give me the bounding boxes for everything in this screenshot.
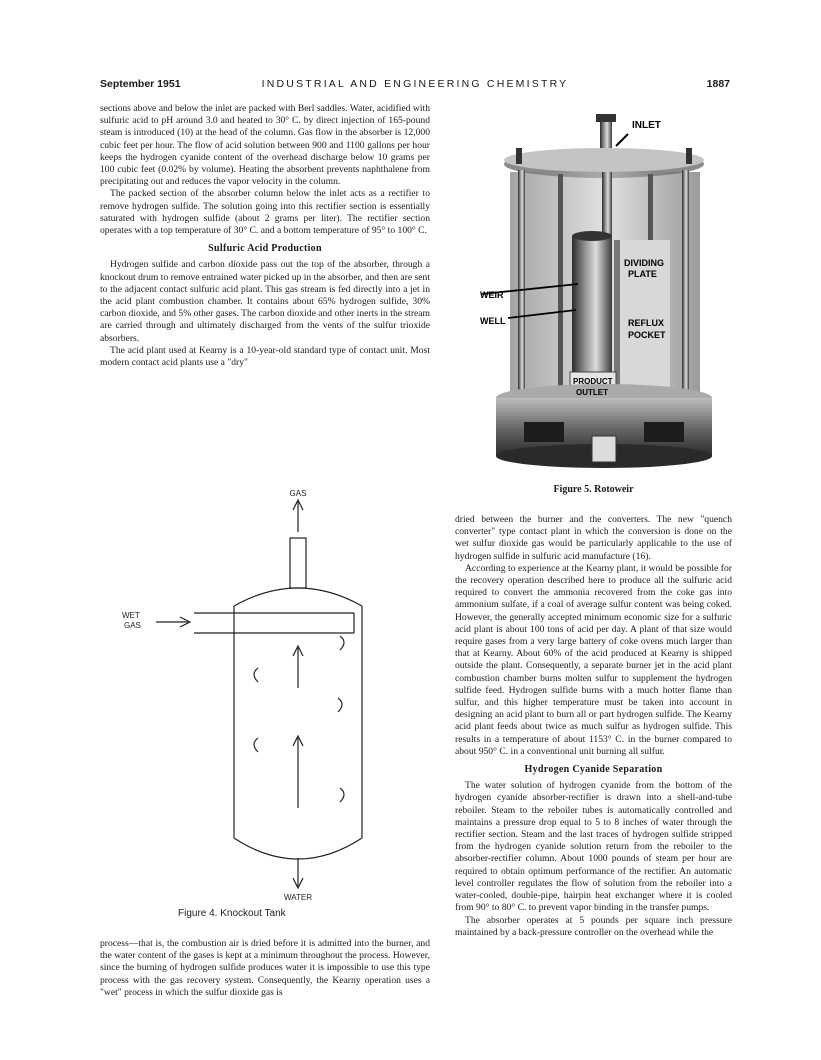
running-header xyxy=(100,78,730,94)
paragraph: The absorber operates at 5 pounds per square inch pressure maintained by a back-pressure controller on the overhead while the xyxy=(455,914,732,938)
issue-date: September 1951 xyxy=(100,78,181,90)
label-gas: GAS xyxy=(289,489,307,498)
left-column-bottom xyxy=(100,938,430,999)
label-pocket: POCKET xyxy=(628,330,666,340)
figure-5-caption: Figure 5. Rotoweir xyxy=(553,484,634,495)
label-water: WATER xyxy=(284,893,312,902)
label-outlet: OUTLET xyxy=(576,388,608,397)
label-wet-gas: GAS xyxy=(124,621,141,630)
left-column-top xyxy=(100,103,430,369)
right-column xyxy=(455,514,732,939)
paragraph: The water solution of hydrogen cyanide from the bottom of the hydrogen cyanide absorber-rectifier is drawn into a shell-and-tube reboiler. Steam to the reboiler tubes is automatically controlled and maintains a pressure drop equal to 5 to 8 inches of water through the rectifier section. Steam and the last traces of hydrogen sulfide stripped from the hydrogen cyanide solution return from the reboiler to the absorber-rectifier column. About 1000 pounds of steam per hour are required to obtain optimum performance of the rectifier. An automatic level controller regulates the flow of solution from the reboiler into a water-cooled, double-pipe, hairpin heat exchanger where it is cooled from 90° to 80° C. to prevent vapor binding in the transfer pumps. xyxy=(455,780,732,914)
paragraph: sections above and below the inlet are packed with Berl saddles. Water, acidified with sulfuric acid to pH around 3.0 and heated to 30° C. by direct injection of 165-pound steam is introduced (10) at the head of the column. Gas flow in the absorber is 12,000 cubic feet per hour. The flow of acid solution between 900 and 1100 gallons per hour keeps the hydrogen cyanide content of the overhead discharge below 10 grams per 100 cubic feet (0.02% by volume). Heating the absorbent prevents naphthalene from precipitating out and reduces the vapor velocity in the column. xyxy=(100,103,430,188)
paragraph: Hydrogen sulfide and carbon dioxide pass out the top of the absorber, through a knockout drum to remove entrained water picked up in the absorber, and then are sent to the adjacent contact sulfuric acid plant. This gas stream is fed directly into a jet in the acid plant combustion chamber. It contains about 65% hydrogen sulfide, 30% carbon dioxide, and 5% other gases. The carbon dioxide and other inerts in the stream are carried through and ultimately discharged from the vents of the sulfur trioxide absorbers. xyxy=(100,259,430,344)
section-heading-hydrogen-cyanide: Hydrogen Cyanide Separation xyxy=(524,764,663,776)
figure-4-knockout-tank xyxy=(118,488,428,920)
figure-5-rotoweir-photo xyxy=(472,112,730,480)
paragraph: The acid plant used at Kearny is a 10-year-old standard type of contact unit. Most modern contact acid plants use a "dry" xyxy=(100,344,430,369)
journal-title: INDUSTRIAL AND ENGINEERING CHEMISTRY xyxy=(261,78,569,90)
paragraph: dried between the burner and the converters. The new "quench converter" type contact plant in which the conversion is done on the wet sulfur dioxide gas would be particularly applicable to the use of hydrogen sulfide in sulfuric acid manufacture (16). xyxy=(455,514,732,562)
paragraph: According to experience at the Kearny plant, it would be possible for the recovery operation described here to produce all the sulfuric acid required to convert the ammonia recovered from the coke gas into ammonium sulfate, if a coal of average sulfur content was being coked. However, the generally accepted minimum economic size for a sulfuric acid plant is about 100 tons of acid per day. A plant of that size would require gases from a very large battery of coke ovens much larger than that at Kearny. About 60% of the acid produced at Kearny is shipped outside the plant. Consequently, a separate burner jet in the acid plant combustion chamber burns molten sulfur to supplement the hydrogen sulfide feed. Hydrogen sulfide burns with a much hotter flame than sulfur, and this higher temperature must be taken into account in designing an acid plant to burn all or part hydrogen sulfide. The Kearny acid plant feeds about twice as much sulfur as hydrogen sulfide. This results in a temperature of about 1153° C. in the burner compared to about 950° C. in a conventional unit burning all sulfur. xyxy=(455,562,732,757)
label-reflux: REFLUX xyxy=(628,318,664,328)
label-plate: PLATE xyxy=(628,269,657,279)
label-dividing: DIVIDING xyxy=(624,258,665,268)
section-heading-sulfuric-acid: Sulfuric Acid Production xyxy=(208,243,322,255)
label-weir: WEIR xyxy=(480,290,504,300)
figure-4-caption: Figure 4. Knockout Tank xyxy=(178,908,286,919)
label-inlet: INLET xyxy=(632,120,661,131)
label-product: PRODUCT xyxy=(573,377,613,386)
page-number: 1887 xyxy=(706,78,730,90)
label-wet: WET xyxy=(122,611,140,620)
paragraph: process—that is, the combustion air is dried before it is admitted into the burner, and the water content of the gases is kept at a minimum throughout the process. However, since the burning of hydrogen sulfide produces water it is impossible to use this type process with the gas recovery system. Consequently, the Kearny operation uses a "wet" process in which the sulfur dioxide gas is xyxy=(100,938,430,998)
label-well: WELL xyxy=(480,316,506,326)
paragraph: The packed section of the absorber column below the inlet acts as a rectifier to remove hydrogen sulfide. The solution going into this rectifier section is essentially saturated with hydrogen sulfide (about 2 grams per liter). The rectifier section operates with a top temperature of 30° C. and a bottom temperature of 95° to 100° C. xyxy=(100,188,430,237)
